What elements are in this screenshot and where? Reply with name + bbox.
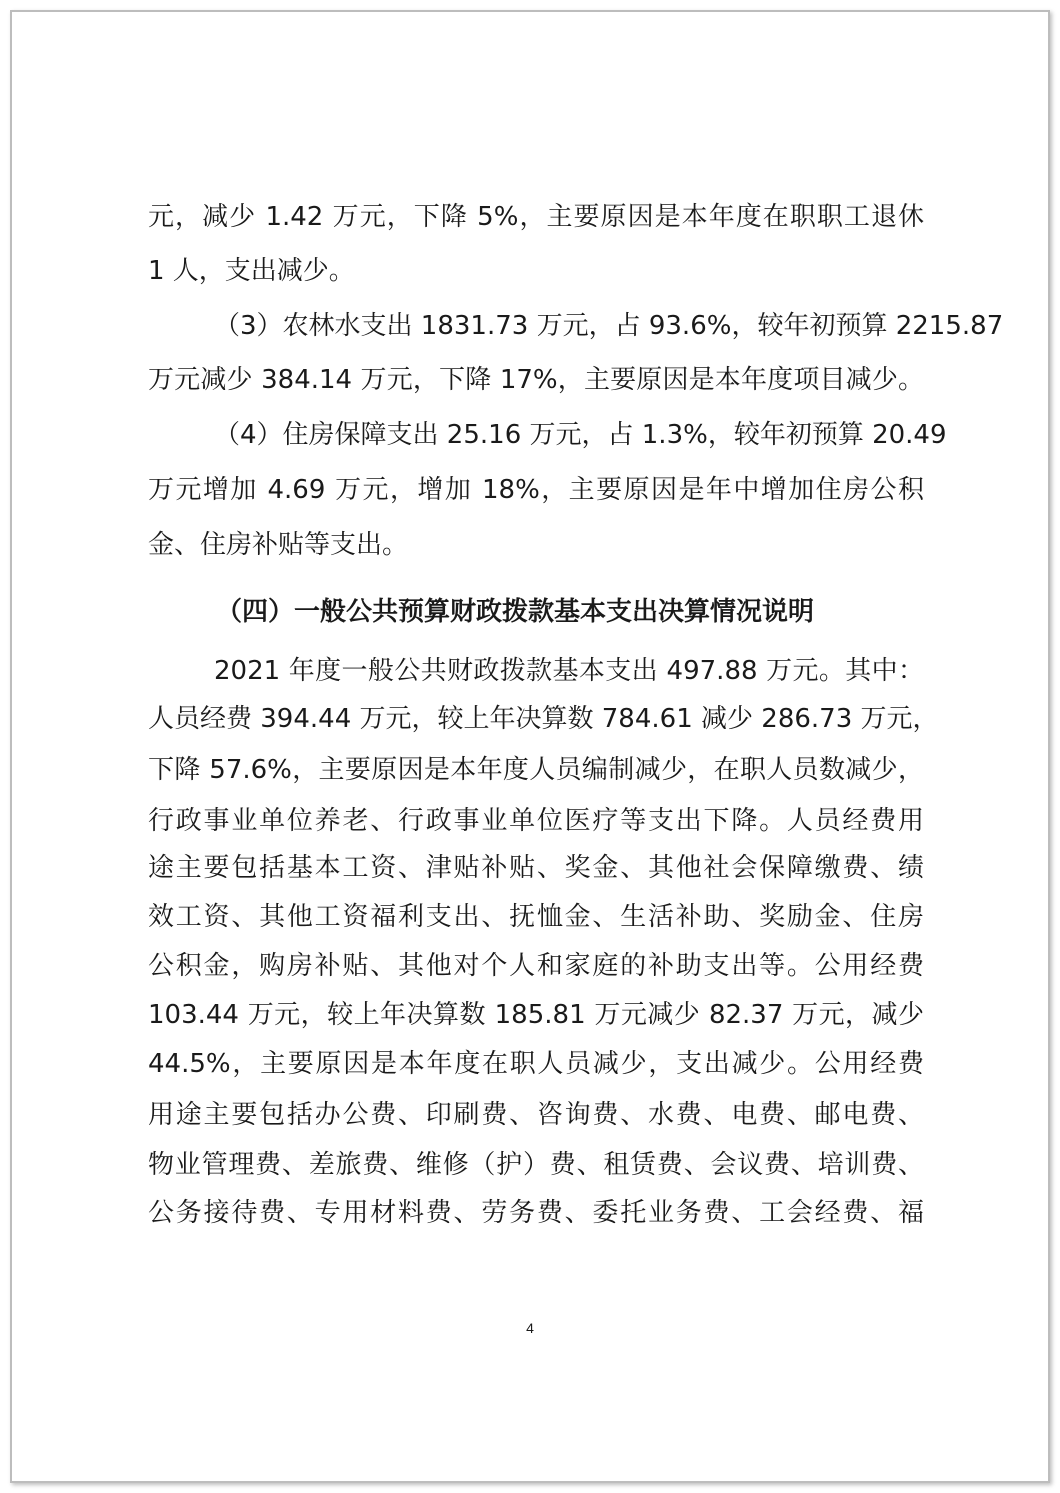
- text-line: 下降 57.6%，主要原因是本年度人员编制减少，在职人员数减少，: [148, 755, 924, 785]
- section-heading: （四）一般公共预算财政拨款基本支出决算情况说明: [216, 597, 815, 627]
- text-line: 44.5%，主要原因是本年度在职人员减少，支出减少。公用经费: [148, 1049, 924, 1079]
- text-line: 公务接待费、专用材料费、劳务费、委托业务费、工会经费、福: [148, 1198, 924, 1228]
- text-line: 金、住房补贴等支出。: [148, 530, 409, 560]
- text-line: 2021 年度一般公共财政拨款基本支出 497.88 万元。其中：: [214, 656, 924, 686]
- page-number: 4: [526, 1320, 534, 1336]
- text-line: 万元减少 384.14 万元，下降 17%，主要原因是本年度项目减少。: [148, 365, 924, 395]
- text-line: 万元增加 4.69 万元，增加 18%，主要原因是年中增加住房公积: [148, 475, 924, 505]
- text-line: 103.44 万元，较上年决算数 185.81 万元减少 82.37 万元，减少: [148, 1000, 924, 1030]
- text-line: 效工资、其他工资福利支出、抚恤金、生活补助、奖励金、住房: [148, 902, 924, 932]
- text-line: 1 人，支出减少。: [148, 256, 355, 286]
- text-line: （3）农林水支出 1831.73 万元，占 93.6%，较年初预算 2215.87: [214, 311, 1004, 341]
- text-line: 元，减少 1.42 万元，下降 5%，主要原因是本年度在职职工退休: [148, 202, 924, 232]
- text-line: 行政事业单位养老、行政事业单位医疗等支出下降。人员经费用: [148, 806, 924, 836]
- text-line: 公积金，购房补贴、其他对个人和家庭的补助支出等。公用经费: [148, 951, 924, 981]
- text-line: 人员经费 394.44 万元，较上年决算数 784.61 减少 286.73 万元，: [148, 704, 939, 734]
- text-line: 物业管理费、差旅费、维修（护）费、租赁费、会议费、培训费、: [148, 1150, 924, 1180]
- text-line: 用途主要包括办公费、印刷费、咨询费、水费、电费、邮电费、: [148, 1100, 924, 1130]
- text-line: 途主要包括基本工资、津贴补贴、奖金、其他社会保障缴费、绩: [148, 853, 924, 883]
- text-line: （4）住房保障支出 25.16 万元，占 1.3%，较年初预算 20.49: [214, 420, 947, 450]
